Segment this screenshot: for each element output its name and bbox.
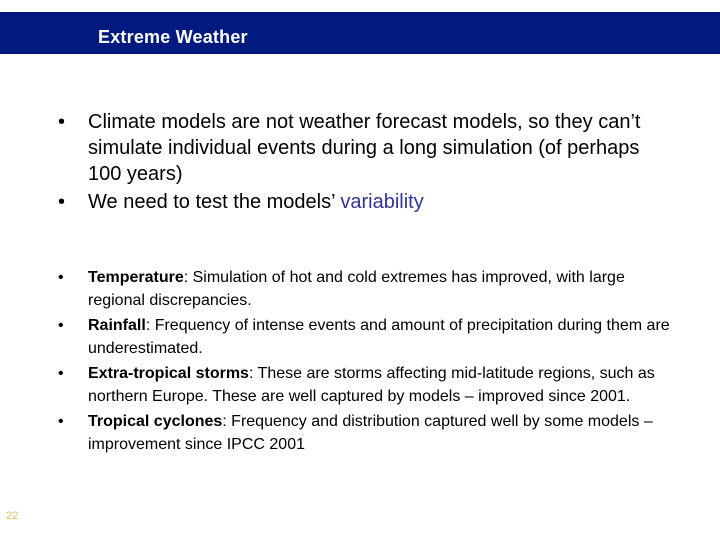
bullet-item-climate-models: [58, 109, 678, 187]
sub-bullet-extratropical-storms: [58, 362, 670, 408]
bullet-item-variability: [58, 189, 678, 215]
sub-bullet-text: : Simulation of hot and cold extremes has improved, with large regional discrepancies.: [88, 269, 625, 309]
sub-bullet-term: Extra-tropical storms: [88, 365, 249, 382]
bullet-icon: •: [58, 269, 64, 286]
sub-bullet-term: Rainfall: [88, 317, 146, 334]
bullet-icon: •: [58, 365, 64, 382]
bullet-text: Climate models are not weather forecast models, so they can’t simulate individual events during a long simulation (of perhaps 100 years): [88, 111, 641, 185]
bullet-text: We need to test the models’: [88, 191, 341, 213]
bullet-icon: •: [58, 317, 64, 334]
bullet-icon: •: [58, 191, 66, 213]
sub-bullet-rainfall: [58, 314, 670, 360]
slide-number: 22: [6, 510, 19, 522]
sub-bullet-term: Temperature: [88, 269, 184, 286]
main-bullet-list: [58, 109, 678, 217]
sub-bullet-list: [58, 266, 670, 458]
sub-bullet-tropical-cyclones: [58, 410, 670, 456]
sub-bullet-text: : These are storms affecting mid-latitude regions, such as northern Europe. These are well captured by models – improved since 2001.: [88, 365, 655, 405]
variability-highlight: variability: [340, 191, 424, 213]
sub-bullet-text: : Frequency of intense events and amount of precipitation during them are underestimated.: [88, 317, 670, 357]
bullet-icon: •: [58, 413, 64, 430]
bullet-icon: •: [58, 111, 66, 133]
slide-title: Extreme Weather: [98, 27, 248, 47]
sub-bullet-term: Tropical cyclones: [88, 413, 223, 430]
sub-bullet-text: : Frequency and distribution captured well by some models – improvement since IPCC 2001: [88, 413, 653, 453]
sub-bullet-temperature: [58, 266, 670, 312]
